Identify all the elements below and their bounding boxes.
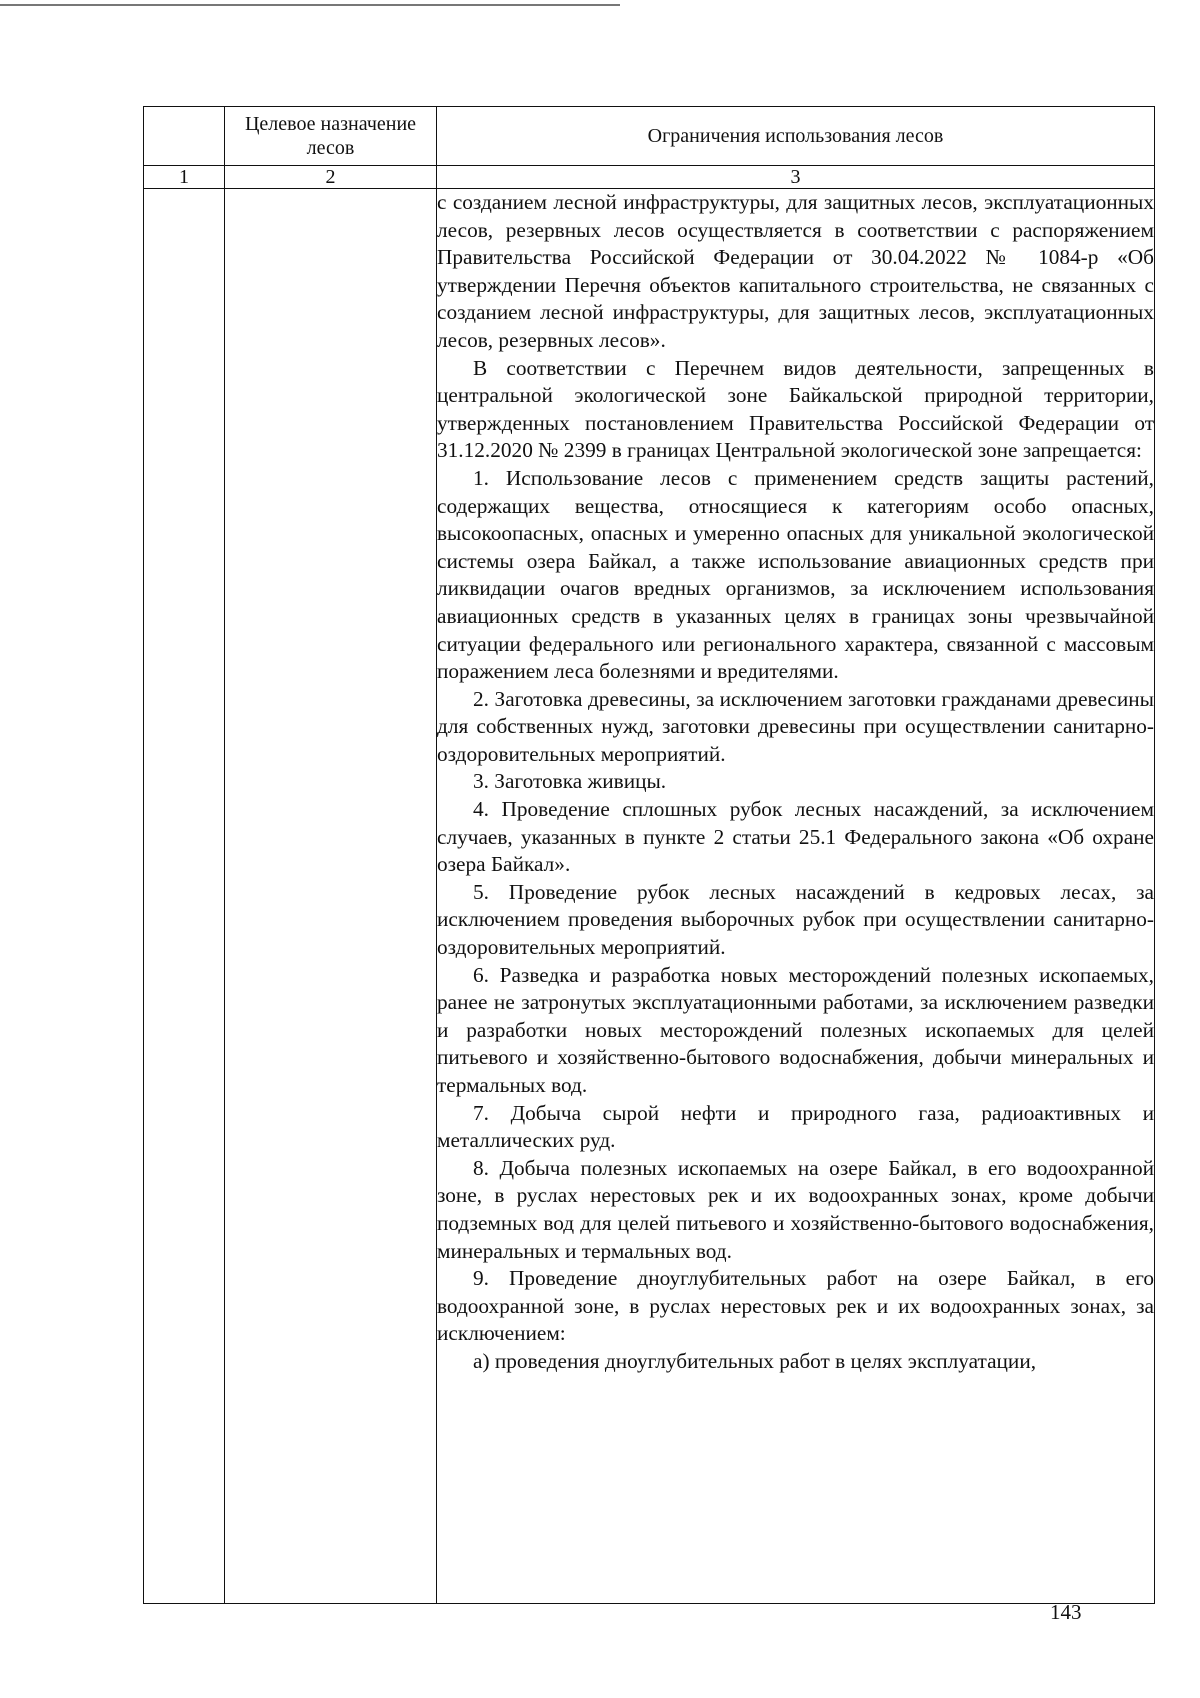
column-number-row: [144, 166, 1155, 189]
content-cell-2: [225, 189, 437, 1604]
paragraph: В соответствии с Перечнем видов деятельности, запрещенных в центральной экологической зоне Байкальской природной территории, утвержденных постановлением Правительства Российской Федерации от 31.12.2020 № 2399 в границах Центральной экологической зоне запрещается:: [437, 355, 1154, 463]
list-item: 7. Добыча сырой нефти и природного газа, радиоактивных и металлических руд.: [437, 1100, 1154, 1153]
table-header-row: [144, 107, 1155, 166]
page-number: 143: [1050, 1600, 1082, 1624]
list-item: 5. Проведение рубок лесных насаждений в кедровых лесах, за исключением проведения выборочных рубок при осуществлении санитарно-оздоровительных мероприятий.: [437, 879, 1154, 960]
sub-list-item: а) проведения дноуглубительных работ в целях эксплуатации,: [473, 1348, 1037, 1373]
list-item: 3. Заготовка живицы.: [473, 769, 667, 794]
header-cell-2: Целевое назначение лесов: [225, 107, 437, 166]
paragraph: с созданием лесной инфраструктуры, для защитных лесов, эксплуатационных лесов, резервных лесов осуществляется в соответствии с распоряжением Правительства Российской Федерации от 30.04.2022 № 1084-р «Об утверждении Перечня объектов капитального строительства, не связанных с созданием лесной инфраструктуры, для защитных лесов, эксплуатационных лесов, резервных лесов».: [437, 190, 1154, 352]
list-item: 4. Проведение сплошных рубок лесных насаждений, за исключением случаев, указанных в пункте 2 статьи 25.1 Федерального закона «Об охране озера Байкал».: [437, 797, 1154, 877]
restrictions-text-cell: [437, 189, 1155, 1604]
content-row: [144, 189, 1155, 1604]
column-number-2: 2: [225, 166, 437, 189]
scan-edge-line: [0, 4, 620, 6]
list-item: 9. Проведение дноуглубительных работ на озере Байкал, в его водоохранной зоне, в руслах нерестовых рек и их водоохранных зонах, за исключением:: [437, 1266, 1154, 1346]
header-cell-3: Ограничения использования лесов: [437, 107, 1155, 166]
header-cell-1: [144, 107, 225, 166]
list-item: 6. Разведка и разработка новых месторождений полезных ископаемых, ранее не затронутых эксплуатационными работами, за исключением разведки и разработки новых месторождений полезных ископаемых для целей питьевого и хозяйственно-бытового водоснабжения, добычи минеральных и термальных вод.: [437, 962, 1154, 1097]
column-number-3: 3: [437, 166, 1155, 189]
content-cell-1: [144, 189, 225, 1604]
restrictions-table: [143, 106, 1155, 1604]
list-item: 2. Заготовка древесины, за исключением заготовки гражданами древесины для собственных нужд, заготовки древесины при осуществлении санитарно-оздоровительных мероприятий.: [437, 686, 1154, 766]
list-item: 8. Добыча полезных ископаемых на озере Байкал, в его водоохранной зоне, в руслах нерестовых рек и их водоохранных зонах, кроме добычи подземных вод для целей питьевого и хозяйственно-бытового водоснабжения, минеральных и термальных вод.: [437, 1155, 1154, 1263]
column-number-1: 1: [144, 166, 225, 189]
list-item: 1. Использование лесов с применением средств защиты растений, содержащих вещества, относящиеся к категориям особо опасных, высокоопасных, опасных и умеренно опасных для уникальной экологической системы озера Байкал, а также использование авиационных средств при ликвидации очагов вредных организмов, за исключением использования авиационных средств в указанных целях в границах зоны чрезвычайной ситуации федерального или регионального характера, связанной с массовым поражением леса болезнями и вредителями.: [437, 465, 1154, 684]
